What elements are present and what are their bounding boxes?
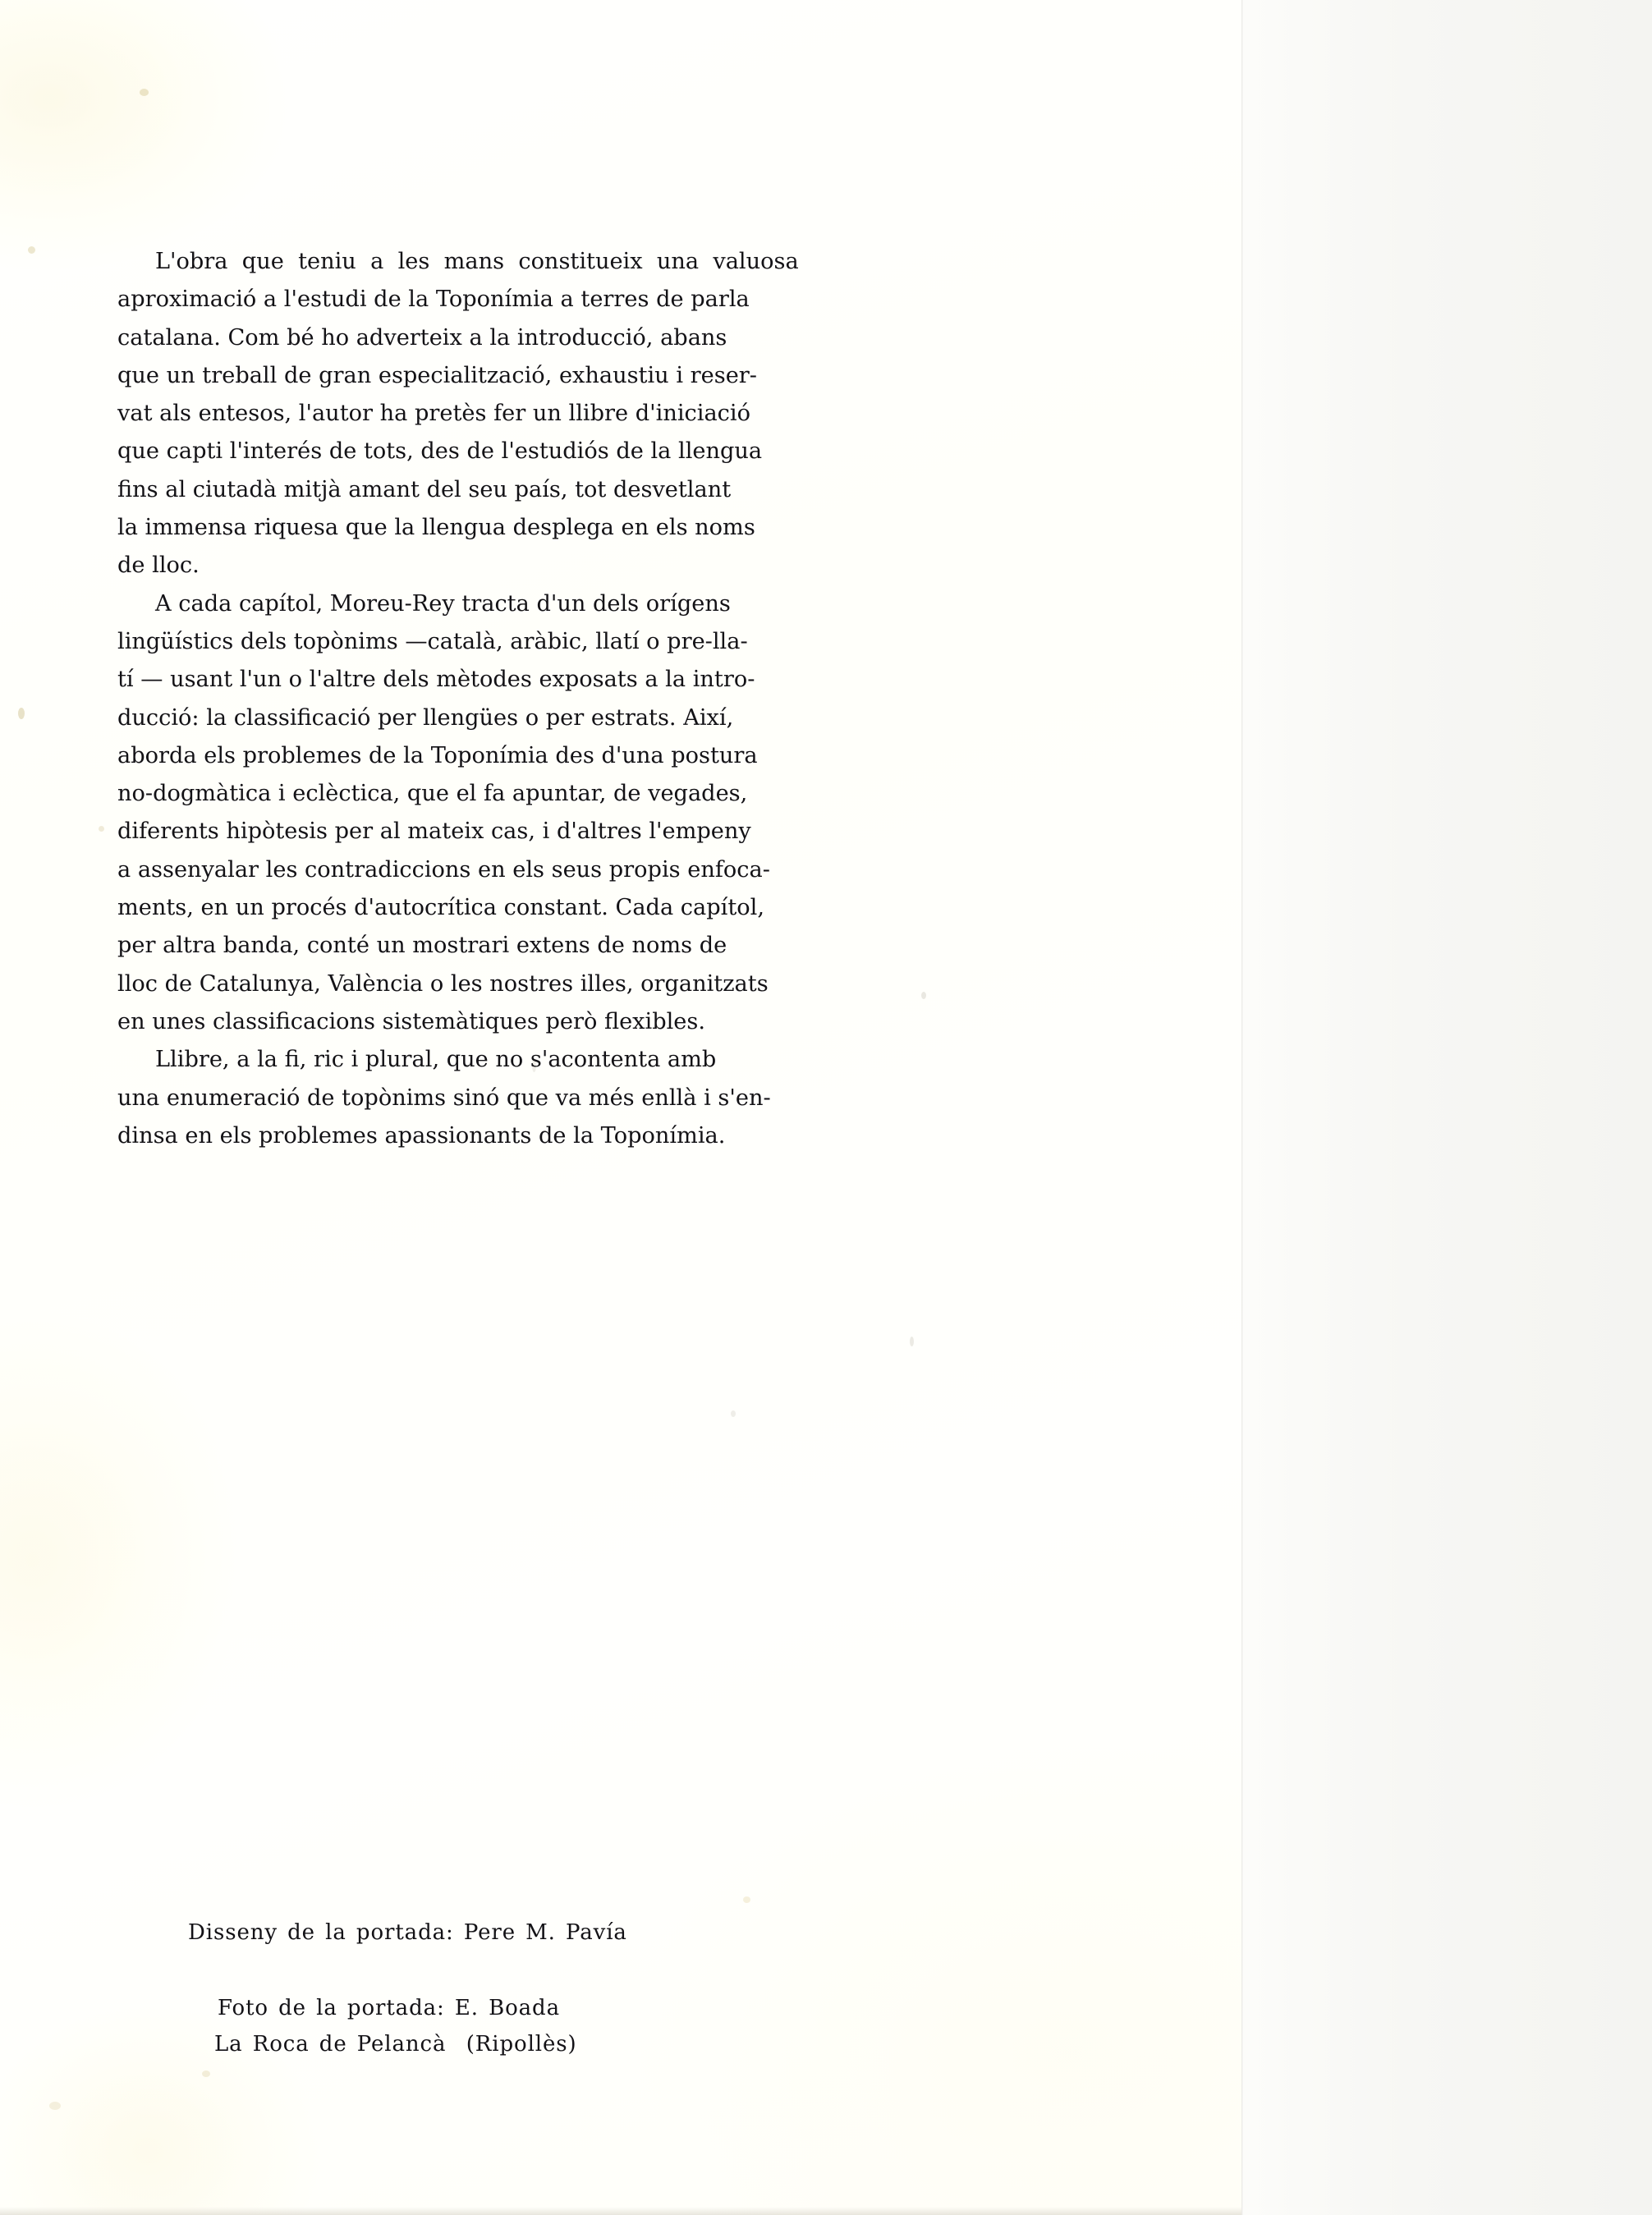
text-line: aproximació a l'estudi de la Toponímia a terres de parla — [117, 287, 750, 313]
text-line: tí — usant l'un o l'altre dels mètodes exposats a la intro- — [117, 667, 755, 693]
paragraph-3 — [117, 1041, 771, 1155]
text-line: de lloc. — [117, 553, 200, 579]
text-line: que un treball de gran especialització, exhaustiu i reser- — [117, 362, 757, 388]
paragraph-1 — [117, 243, 799, 585]
paper-speck — [910, 1337, 914, 1346]
paper-speck — [18, 708, 25, 719]
text-line: dinsa en els problemes apassionants de la Toponímia. — [117, 1122, 726, 1149]
page-text-column — [117, 243, 799, 1155]
paper-speck — [921, 992, 926, 999]
cover-credits-block — [117, 1915, 692, 2062]
cover-photo-location: La Roca de Pelancà (Ripollès) — [214, 2032, 577, 2057]
text-line: catalana. Com bé ho adverteix a la introducció, abans — [117, 324, 727, 351]
paper-speck — [140, 89, 149, 96]
paper-speck — [28, 246, 35, 254]
text-line: per altra banda, conté un mostrari extens de noms de — [117, 933, 727, 959]
text-line: fins al ciutadà mitjà amant del seu país, tot desvetlant — [117, 476, 732, 502]
paragraph-2 — [117, 585, 770, 1042]
paper-speck — [743, 1896, 750, 1903]
cover-design-credit: Disseny de la portada: Pere M. Pavía — [188, 1920, 627, 1945]
scanner-right-margin — [1241, 0, 1652, 2215]
paper-speck — [202, 2071, 210, 2077]
cover-photo-credit: Foto de la portada: E. Boada — [218, 1996, 560, 2020]
text-line: una enumeració de topònims sinó que va més enllà i s'en- — [117, 1085, 771, 1111]
text-line: ducció: la classificació per llengües o per estrats. Així, — [117, 704, 734, 731]
page-bottom-edge — [0, 2207, 1241, 2215]
text-line: L'obra que teniu a les mans constitueix una valuosa — [155, 249, 799, 274]
text-line: Llibre, a la fi, ric i plural, que no s'acontenta amb — [155, 1047, 717, 1073]
paper-speck — [99, 826, 104, 832]
text-line: A cada capítol, Moreu-Rey tracta d'un dels orígens — [155, 590, 731, 617]
text-line: en unes classificacions sistemàtiques però flexibles. — [117, 1008, 705, 1034]
text-line: vat als entesos, l'autor ha pretès fer un llibre d'iniciació — [117, 401, 750, 427]
paper-speck — [731, 1410, 736, 1417]
text-line: a assenyalar les contradiccions en els seus propis enfoca- — [117, 856, 770, 883]
text-line: aborda els problemes de la Toponímia des d'una postura — [117, 742, 758, 768]
text-line: diferents hipòtesis per al mateix cas, i d'altres l'empeny — [117, 819, 751, 845]
text-line: lingüístics dels topònims —català, aràbic, llatí o pre-lla- — [117, 628, 748, 654]
text-line: lloc de Catalunya, València o les nostres illes, organitzats — [117, 970, 769, 997]
text-line: que capti l'interés de tots, des de l'estudiós de la llengua — [117, 438, 763, 465]
text-line: no-dogmàtica i eclèctica, que el fa apuntar, de vegades, — [117, 781, 748, 807]
text-line: ments, en un procés d'autocrítica constant. Cada capítol, — [117, 895, 764, 921]
text-line: la immensa riquesa que la llengua desplega en els noms — [117, 515, 755, 541]
paper-speck — [49, 2102, 61, 2110]
